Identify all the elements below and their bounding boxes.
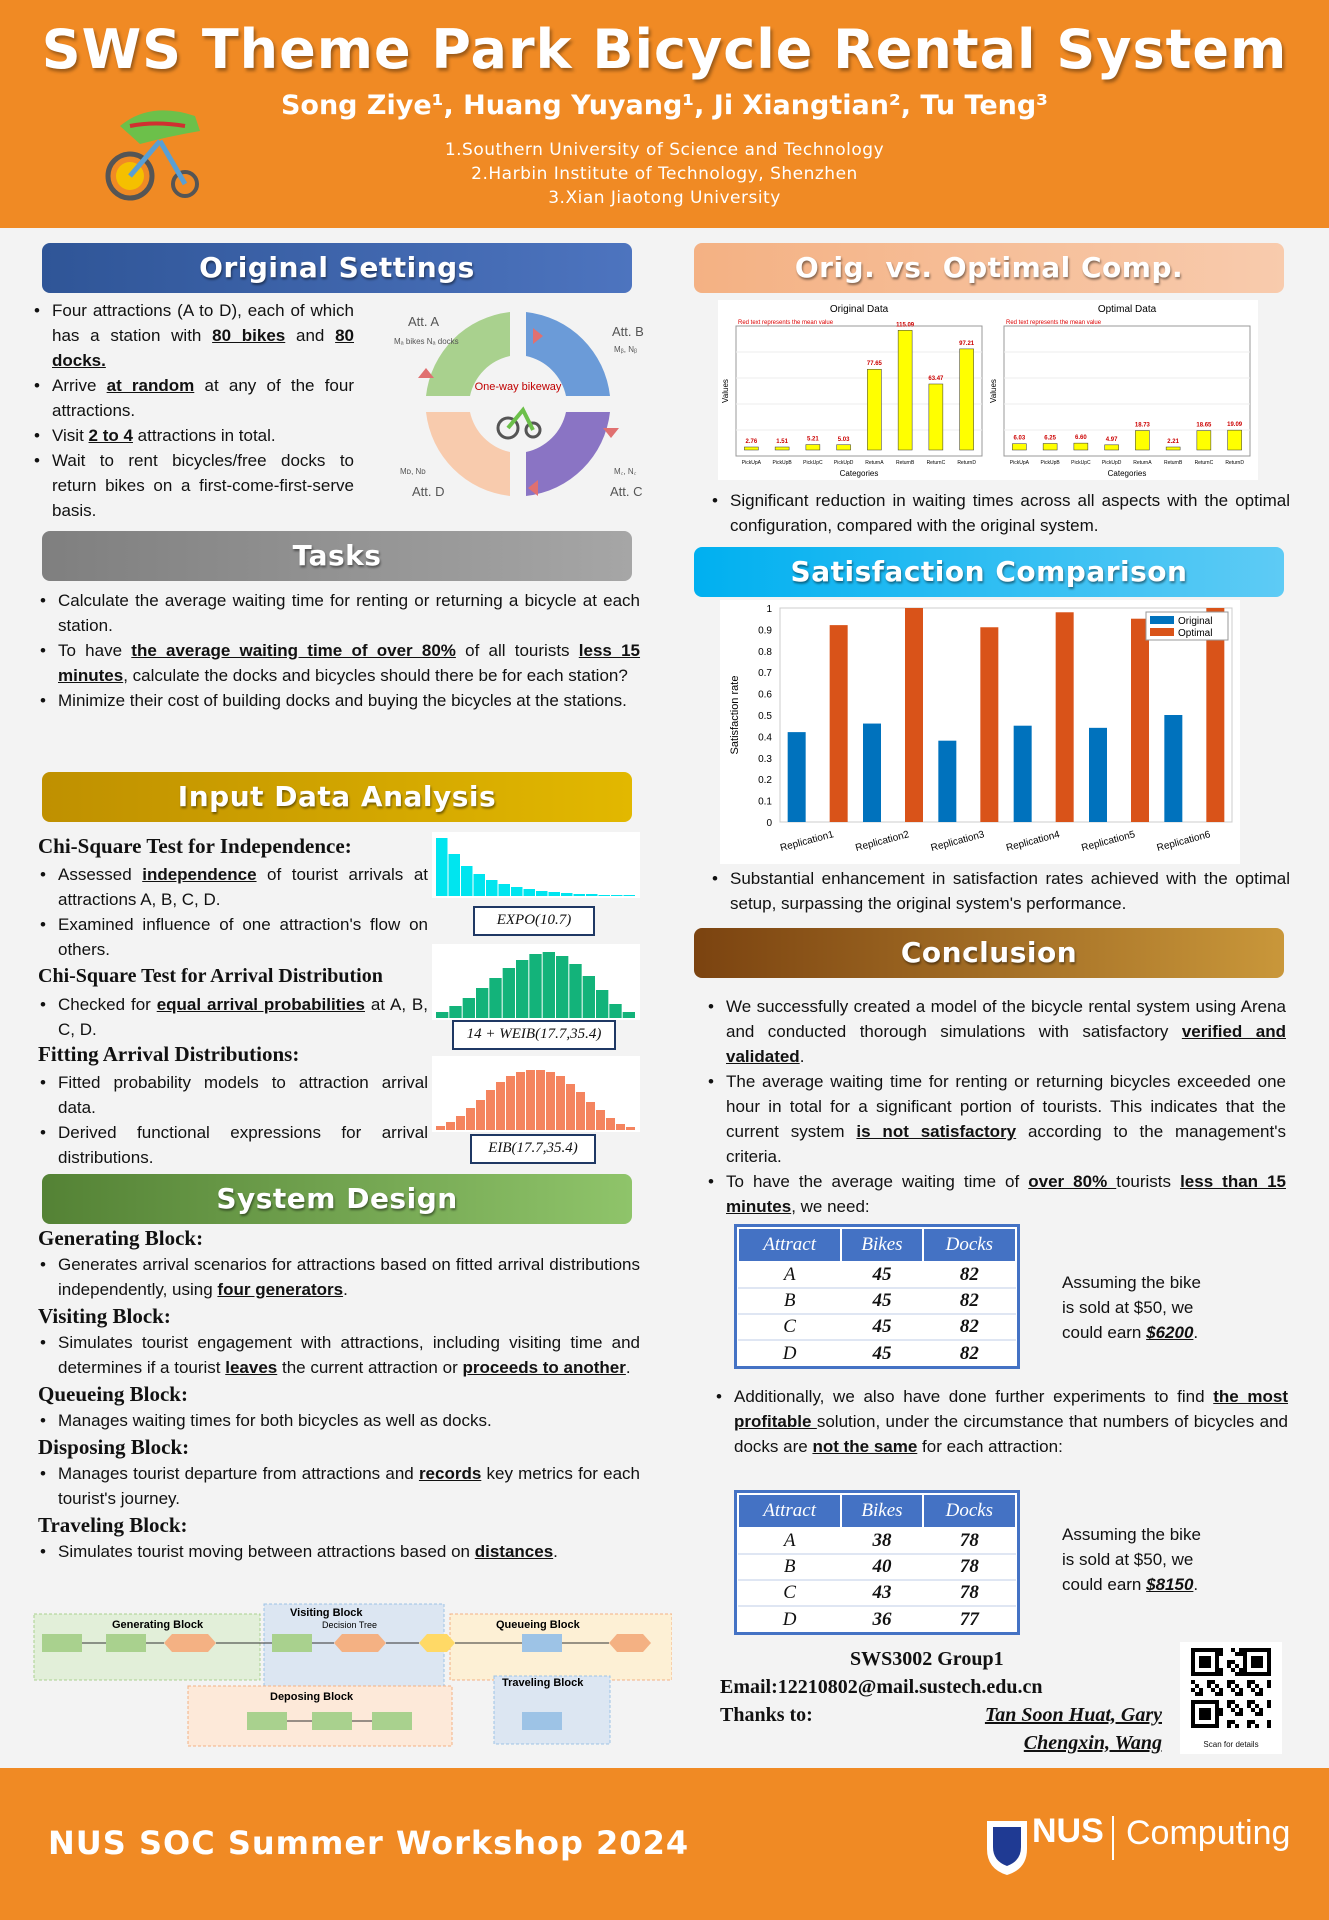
qr-code-card[interactable]	[1180, 1642, 1282, 1754]
histogram-bar	[549, 892, 561, 896]
logo-divider	[1112, 1816, 1114, 1860]
conclusion-list	[706, 994, 1286, 1219]
list-item: • We successfully created a model of the bicycle rental system using Arena and conducted thorough simulations with satisfactory verified and validated.	[706, 994, 1286, 1069]
histogram-bar	[616, 1124, 625, 1130]
list-item: • Visit 2 to 4 attractions in total.	[32, 423, 354, 448]
station-module	[272, 1634, 312, 1652]
deposing-block-label: Deposing Block	[270, 1691, 354, 1703]
satisfaction-notes	[710, 866, 1290, 916]
fitted-histogram	[432, 1056, 640, 1132]
y-tick-label: 0	[766, 818, 772, 829]
list-item: • Simulates tourist engagement with attractions, including visiting time and determines if a tourist leaves the current attraction or proceeds to another.	[38, 1330, 640, 1380]
histogram-bar	[576, 1092, 585, 1130]
tick-label: ReturnC	[926, 460, 946, 466]
y-tick-label: 0.4	[758, 732, 772, 744]
input-data-heading: Input Data Analysis	[42, 772, 632, 822]
tick-label: PickUpB	[772, 460, 792, 466]
system-design-blocks	[38, 1224, 640, 1564]
earning-note-2: Assuming the bike is sold at $50, we could earn $8150.	[1062, 1525, 1201, 1594]
poster-title: SWS Theme Park Bicycle Rental System	[41, 18, 1288, 81]
table-cell: C	[738, 1314, 841, 1340]
bar-optimal	[980, 627, 998, 822]
histogram-bar	[561, 893, 573, 896]
table-cell: 77	[923, 1606, 1016, 1632]
chi-independence-title: Chi-Square Test for Independence:	[38, 834, 352, 858]
station-module	[522, 1712, 562, 1730]
mean-label: 6.03	[1013, 435, 1026, 442]
table-cell: 45	[841, 1262, 922, 1288]
box-mark	[1228, 430, 1242, 450]
histogram-bar	[449, 1006, 461, 1018]
mean-label: 77.65	[866, 361, 882, 368]
bar-optimal	[1056, 612, 1074, 822]
box-mark	[1074, 443, 1088, 450]
affiliation-3: 3.Xian Jiaotong University	[548, 188, 781, 208]
mean-label: 5.21	[807, 436, 819, 443]
mean-label: 18.65	[1196, 422, 1212, 429]
histogram-bar	[536, 1070, 545, 1130]
mean-label: 18.73	[1134, 422, 1150, 429]
list-item: • Additionally, we also have done further experiments to find the most profitable solution, under the circumstance that numbers of bicycles and docks are not the same for each attraction:	[714, 1384, 1288, 1459]
thanks-names-2: Chengxin, Wang	[1023, 1732, 1162, 1754]
satisfaction-chart	[720, 600, 1240, 864]
box-mark	[744, 447, 758, 450]
table-cell: B	[738, 1288, 841, 1314]
histogram-bar	[474, 874, 486, 896]
histogram-bar	[626, 1127, 635, 1130]
box-mark	[1135, 431, 1149, 450]
bar-original	[1014, 726, 1032, 822]
table-cell: 78	[923, 1554, 1016, 1580]
tick-label: ReturnD	[1225, 460, 1244, 466]
mean-label: 115.09	[896, 322, 915, 329]
y-tick-label: 0.5	[758, 711, 772, 722]
table-cell: 45	[841, 1340, 922, 1366]
bar-original	[863, 724, 881, 822]
one-way-bikeway-label: One-way bikeway	[474, 381, 562, 393]
table-row	[738, 1580, 1016, 1606]
y-tick-label: 0.2	[758, 775, 772, 787]
histogram-bar	[543, 952, 555, 1018]
group-name: SWS3002 Group1	[850, 1648, 1004, 1670]
legend-swatch	[1150, 628, 1174, 636]
y-tick-label: 0.3	[758, 753, 772, 765]
bar-original	[1089, 728, 1107, 822]
histogram-bar	[489, 978, 501, 1018]
affiliation-2: 2.Harbin Institute of Technology, Shenzhen	[471, 164, 858, 184]
bar-original	[1164, 715, 1182, 822]
satisfaction-heading: Satisfaction Comparison	[694, 547, 1284, 597]
histogram-bar	[456, 1116, 465, 1130]
comparison-heading: Orig. vs. Optimal Comp.	[694, 243, 1284, 293]
att-a-label: Att. A	[408, 314, 440, 329]
att-a-note: Mₐ bikes Nₐ docks	[394, 337, 459, 346]
histogram-bar	[499, 884, 511, 896]
att-b-note: Mᵦ, Nᵦ	[614, 345, 638, 354]
list-item: • Calculate the average waiting time for renting or returning a bicycle at each station.	[38, 588, 640, 638]
list-item: • Minimize their cost of building docks and buying the bicycles at the stations.	[38, 688, 640, 713]
x-tick-label: Replication4	[1005, 829, 1062, 855]
tick-label: ReturnD	[957, 460, 976, 466]
histogram-bar	[536, 891, 548, 896]
arena-flow-diagram	[32, 1602, 672, 1748]
histogram-bar	[476, 1100, 485, 1130]
chi-independence-list	[38, 862, 428, 962]
table-cell: A	[738, 1262, 841, 1288]
assign-module	[106, 1634, 146, 1652]
y-tick-label: 0.6	[758, 689, 772, 701]
tasks-heading: Tasks	[42, 531, 632, 581]
original-settings-list	[32, 298, 354, 523]
contact-email: Email:12210802@mail.sustech.edu.cn	[720, 1676, 1043, 1698]
bar-optimal	[905, 608, 923, 822]
histogram-bar	[516, 1072, 525, 1130]
list-item: • Manages tourist departure from attractions and records key metrics for each tourist's journey.	[38, 1461, 640, 1511]
decide-module	[164, 1634, 216, 1652]
histogram-bar	[606, 1118, 615, 1130]
list-item: • Assessed independence of tourist arrivals at attractions A, B, C, D.	[38, 862, 428, 912]
box-mark	[1012, 444, 1026, 450]
histogram-bar	[623, 1012, 635, 1018]
system-design-heading: System Design	[42, 1174, 632, 1224]
histogram-bar	[556, 956, 568, 1018]
legend-label: Optimal	[1178, 628, 1213, 639]
tick-label: PickUpD	[833, 460, 854, 466]
histogram-bar	[436, 1126, 445, 1130]
y-axis-label: Values	[721, 379, 730, 403]
mean-label: 6.60	[1075, 435, 1087, 442]
fitted-formula: EIB(17.7,35.4)	[470, 1134, 596, 1164]
table-row	[738, 1528, 1016, 1554]
box-mark	[1043, 444, 1057, 451]
table-cell: 78	[923, 1580, 1016, 1606]
box-mark	[837, 445, 851, 450]
histogram-bar	[436, 1012, 448, 1018]
table-header: Docks	[923, 1494, 1016, 1528]
list-item: • Substantial enhancement in satisfaction rates achieved with the optimal setup, surpassing the original system's performance.	[710, 866, 1290, 916]
affiliation-1: 1.Southern University of Science and Technology	[444, 140, 885, 160]
mean-label: 6.25	[1044, 435, 1056, 442]
mean-label: 19.09	[1227, 422, 1243, 429]
table-row	[738, 1288, 1016, 1314]
subchart-title: Optimal Data	[1097, 304, 1157, 315]
att-c-label: Att. C	[610, 484, 643, 499]
tick-label: PickUpA	[1009, 460, 1029, 466]
computing-logo-text: Computing	[1126, 1814, 1291, 1852]
config-table-1	[734, 1224, 1020, 1369]
y-tick-label: 1	[766, 604, 772, 615]
generating-block-label: Generating Block	[112, 1619, 204, 1631]
table-row	[738, 1606, 1016, 1632]
original-settings-heading: Original Settings	[42, 243, 632, 293]
exponential-histogram	[432, 832, 640, 898]
histogram-bar	[529, 954, 541, 1018]
list-item: • Generates arrival scenarios for attractions based on fitted arrival distributions independently, using four generators.	[38, 1252, 640, 1302]
histogram-bar	[436, 838, 448, 896]
histogram-bar	[486, 1090, 495, 1130]
histogram-bar	[446, 1122, 455, 1130]
histogram-bar	[574, 894, 586, 896]
weibull-histogram	[432, 944, 640, 1020]
subchart-title: Original Data	[829, 304, 889, 315]
histogram-bar	[486, 880, 498, 896]
table-header: Attract	[738, 1228, 841, 1262]
x-axis-label: Categories	[839, 469, 879, 478]
box-mark	[806, 445, 820, 450]
traveling-block-label: Traveling Block	[502, 1677, 584, 1689]
table-cell: 82	[923, 1340, 1016, 1366]
bar-original	[788, 732, 806, 822]
table-cell: A	[738, 1528, 841, 1554]
y-tick-label: 0.1	[758, 796, 772, 808]
mean-label: 2.21	[1167, 439, 1179, 445]
list-item: • Checked for equal arrival probabilities at A, B, C, D.	[38, 992, 428, 1042]
y-axis-label: Satisfaction rate	[729, 675, 741, 755]
box-mark	[1166, 447, 1180, 450]
bicycle-logo-icon	[100, 96, 210, 208]
mean-label: 2.76	[745, 439, 758, 445]
return-module	[609, 1634, 651, 1652]
block-title: Visiting Block:	[38, 1304, 171, 1328]
block-title: Traveling Block:	[38, 1513, 188, 1537]
table-header: Bikes	[841, 1228, 922, 1262]
tick-label: PickUpD	[1101, 460, 1122, 466]
mean-label: 63.47	[928, 375, 944, 382]
table-cell: D	[738, 1606, 841, 1632]
histogram-bar	[524, 889, 536, 896]
x-tick-label: Replication1	[779, 829, 836, 855]
histogram-bar	[599, 895, 611, 896]
y-axis-label: Values	[989, 379, 998, 403]
x-tick-label: Replication3	[929, 829, 986, 855]
mean-label: 5.03	[837, 436, 850, 443]
tick-label: PickUpA	[741, 460, 761, 466]
table-cell: 82	[923, 1262, 1016, 1288]
mean-label: 1.51	[776, 439, 788, 445]
list-item: • Wait to rent bicycles/free docks to return bikes on a first-come-first-serve basis.	[32, 448, 354, 523]
list-item: • To have the average waiting time of over 80% of all tourists less 15 minutes, calculate the docks and bicycles should there be for each station?	[38, 638, 640, 688]
weib-formula: 14 + WEIB(17.7,35.4)	[452, 1020, 616, 1050]
tick-label: ReturnC	[1194, 460, 1214, 466]
histogram-bar	[611, 895, 623, 896]
mean-label: 4.97	[1105, 436, 1118, 443]
box-mark	[867, 369, 881, 450]
arrow-down-icon	[603, 428, 619, 438]
histogram-bar	[463, 998, 475, 1018]
tick-label: ReturnA	[1133, 460, 1152, 466]
block-title: Queueing Block:	[38, 1382, 188, 1406]
legend-label: Original	[1178, 616, 1213, 627]
comparison-notes	[710, 488, 1290, 538]
histogram-bar	[476, 988, 488, 1018]
y-tick-label: 0.9	[758, 625, 772, 637]
subchart-subtitle: Red text represents the mean value	[1006, 320, 1102, 326]
box-mark	[1197, 431, 1211, 450]
list-item: • To have the average waiting time of over 80% tourists less than 15 minutes, we need:	[706, 1169, 1286, 1219]
x-axis-label: Categories	[1107, 469, 1147, 478]
histogram-bar	[503, 968, 515, 1018]
table-row	[738, 1340, 1016, 1366]
box-mark	[898, 330, 912, 450]
config-table-2	[734, 1490, 1020, 1635]
list-item: • The average waiting time for renting or returning bicycles exceeded one hour in total for a significant portion of tourists. This indicates that the current system is not satisfactory according to the management's criteria.	[706, 1069, 1286, 1169]
table-cell: 78	[923, 1528, 1016, 1554]
histogram-bar	[609, 1004, 621, 1018]
x-tick-label: Replication6	[1155, 829, 1212, 855]
nus-crest-icon	[984, 1818, 1030, 1876]
table-cell: 43	[841, 1580, 922, 1606]
histogram-bar	[583, 976, 595, 1018]
list-item: • Derived functional expressions for arrival distributions.	[38, 1120, 428, 1170]
decision-tree-label: Decision Tree	[322, 1620, 378, 1630]
list-item: • Arrive at random at any of the four attractions.	[32, 373, 354, 423]
histogram-bar	[449, 854, 461, 896]
att-b-label: Att. B	[612, 324, 644, 339]
bar-original	[938, 741, 956, 822]
table-row	[738, 1262, 1016, 1288]
table-cell: 82	[923, 1288, 1016, 1314]
station-loop-diagram	[388, 298, 648, 512]
table-header: Bikes	[841, 1494, 922, 1528]
table-cell: B	[738, 1554, 841, 1580]
box-mark	[775, 447, 789, 450]
thanks-names-1: Tan Soon Huat, Gary	[984, 1704, 1162, 1726]
table-cell: 45	[841, 1314, 922, 1340]
fitting-list	[38, 1070, 428, 1170]
table-row	[738, 1554, 1016, 1580]
table-header: Docks	[923, 1228, 1016, 1262]
table-cell: 38	[841, 1528, 922, 1554]
fitting-title: Fitting Arrival Distributions:	[38, 1042, 300, 1066]
table-cell: D	[738, 1340, 841, 1366]
table-cell: C	[738, 1580, 841, 1606]
tick-label: ReturnA	[865, 460, 884, 466]
tick-label: PickUpB	[1040, 460, 1060, 466]
table-cell: 36	[841, 1606, 922, 1632]
y-tick-label: 0.8	[758, 646, 772, 658]
histogram-bar	[461, 866, 473, 896]
author-list: Song Ziye¹, Huang Yuyang¹, Ji Xiangtian², Tu Teng³	[280, 90, 1049, 121]
mean-label: 97.21	[959, 340, 975, 347]
x-tick-label: Replication2	[854, 829, 911, 855]
chi-arrival-title: Chi-Square Test for Arrival Distribution	[38, 965, 383, 987]
histogram-bar	[516, 960, 528, 1018]
box-mark	[960, 349, 974, 450]
list-item: • Manages waiting times for both bicycles as well as docks.	[38, 1408, 640, 1433]
histogram-bar	[556, 1076, 565, 1130]
route-module	[522, 1634, 562, 1652]
table-cell: 82	[923, 1314, 1016, 1340]
att-d-label: Att. D	[412, 484, 445, 499]
histogram-bar	[596, 990, 608, 1018]
tasks-list	[38, 588, 640, 713]
histogram-bar	[569, 964, 581, 1018]
bar-optimal	[830, 625, 848, 822]
create-module	[42, 1634, 82, 1652]
qr-caption: Scan for details	[1203, 1740, 1259, 1749]
tick-label: ReturnB	[895, 460, 915, 466]
histogram-bar	[546, 1072, 555, 1130]
histogram-bar	[586, 1102, 595, 1130]
tick-label: PickUpC	[1071, 460, 1091, 466]
table-header: Attract	[738, 1494, 841, 1528]
list-item: • Significant reduction in waiting times across all aspects with the optimal configuration, compared with the original system.	[710, 488, 1290, 538]
tick-label: PickUpC	[803, 460, 823, 466]
box-mark	[1105, 445, 1119, 450]
x-tick-label: Replication5	[1080, 829, 1137, 855]
earning-note-1: Assuming the bike is sold at $50, we could earn $6200.	[1062, 1273, 1201, 1342]
nus-logo-text: NUS	[1032, 1812, 1104, 1850]
list-item: • Simulates tourist moving between attractions based on distances.	[38, 1539, 640, 1564]
chi-arrival-list	[38, 992, 428, 1042]
table-cell: 45	[841, 1288, 922, 1314]
queueing-block-label: Queueing Block	[496, 1619, 580, 1631]
legend-swatch	[1150, 616, 1174, 624]
list-item: • Examined influence of one attraction's flow on others.	[38, 912, 428, 962]
dispose-module	[247, 1712, 287, 1730]
list-item: • Fitted probability models to attraction arrival data.	[38, 1070, 428, 1120]
table-row	[738, 1314, 1016, 1340]
histogram-bar	[566, 1084, 575, 1130]
conclusion-heading: Conclusion	[694, 928, 1284, 978]
thanks-label: Thanks to:	[720, 1704, 813, 1726]
decide-module	[334, 1634, 386, 1652]
histogram-bar	[506, 1076, 515, 1130]
histogram-bar	[526, 1070, 535, 1130]
tick-label: ReturnB	[1163, 460, 1183, 466]
list-item: • Four attractions (A to D), each of which has a station with 80 bikes and 80 docks.	[32, 298, 354, 373]
conclusion-extra	[714, 1384, 1288, 1459]
box-mark	[929, 384, 943, 450]
histogram-bar	[496, 1082, 505, 1130]
workshop-title: NUS SOC Summer Workshop 2024	[48, 1824, 690, 1862]
histogram-bar	[511, 887, 523, 896]
bar-optimal	[1131, 619, 1149, 822]
waiting-time-boxplots	[718, 300, 1258, 480]
histogram-bar	[624, 895, 636, 896]
table-cell: 40	[841, 1554, 922, 1580]
histogram-bar	[466, 1108, 475, 1130]
subchart-subtitle: Red text represents the mean value	[738, 320, 834, 326]
record-module	[312, 1712, 352, 1730]
visiting-block-label: Visiting Block	[290, 1607, 363, 1619]
block-title: Generating Block:	[38, 1226, 204, 1250]
expo-formula: EXPO(10.7)	[473, 906, 595, 936]
chart-legend	[1146, 612, 1228, 640]
y-tick-label: 0.7	[758, 668, 772, 680]
att-d-note: Mᴅ, Nᴅ	[400, 467, 426, 476]
histogram-bar	[586, 894, 598, 896]
dispose-module	[372, 1712, 412, 1730]
block-title: Disposing Block:	[38, 1435, 190, 1459]
qr-code-icon	[1180, 1642, 1282, 1736]
histogram-bar	[596, 1110, 605, 1130]
att-c-note: M꜀, N꜀	[614, 467, 637, 476]
